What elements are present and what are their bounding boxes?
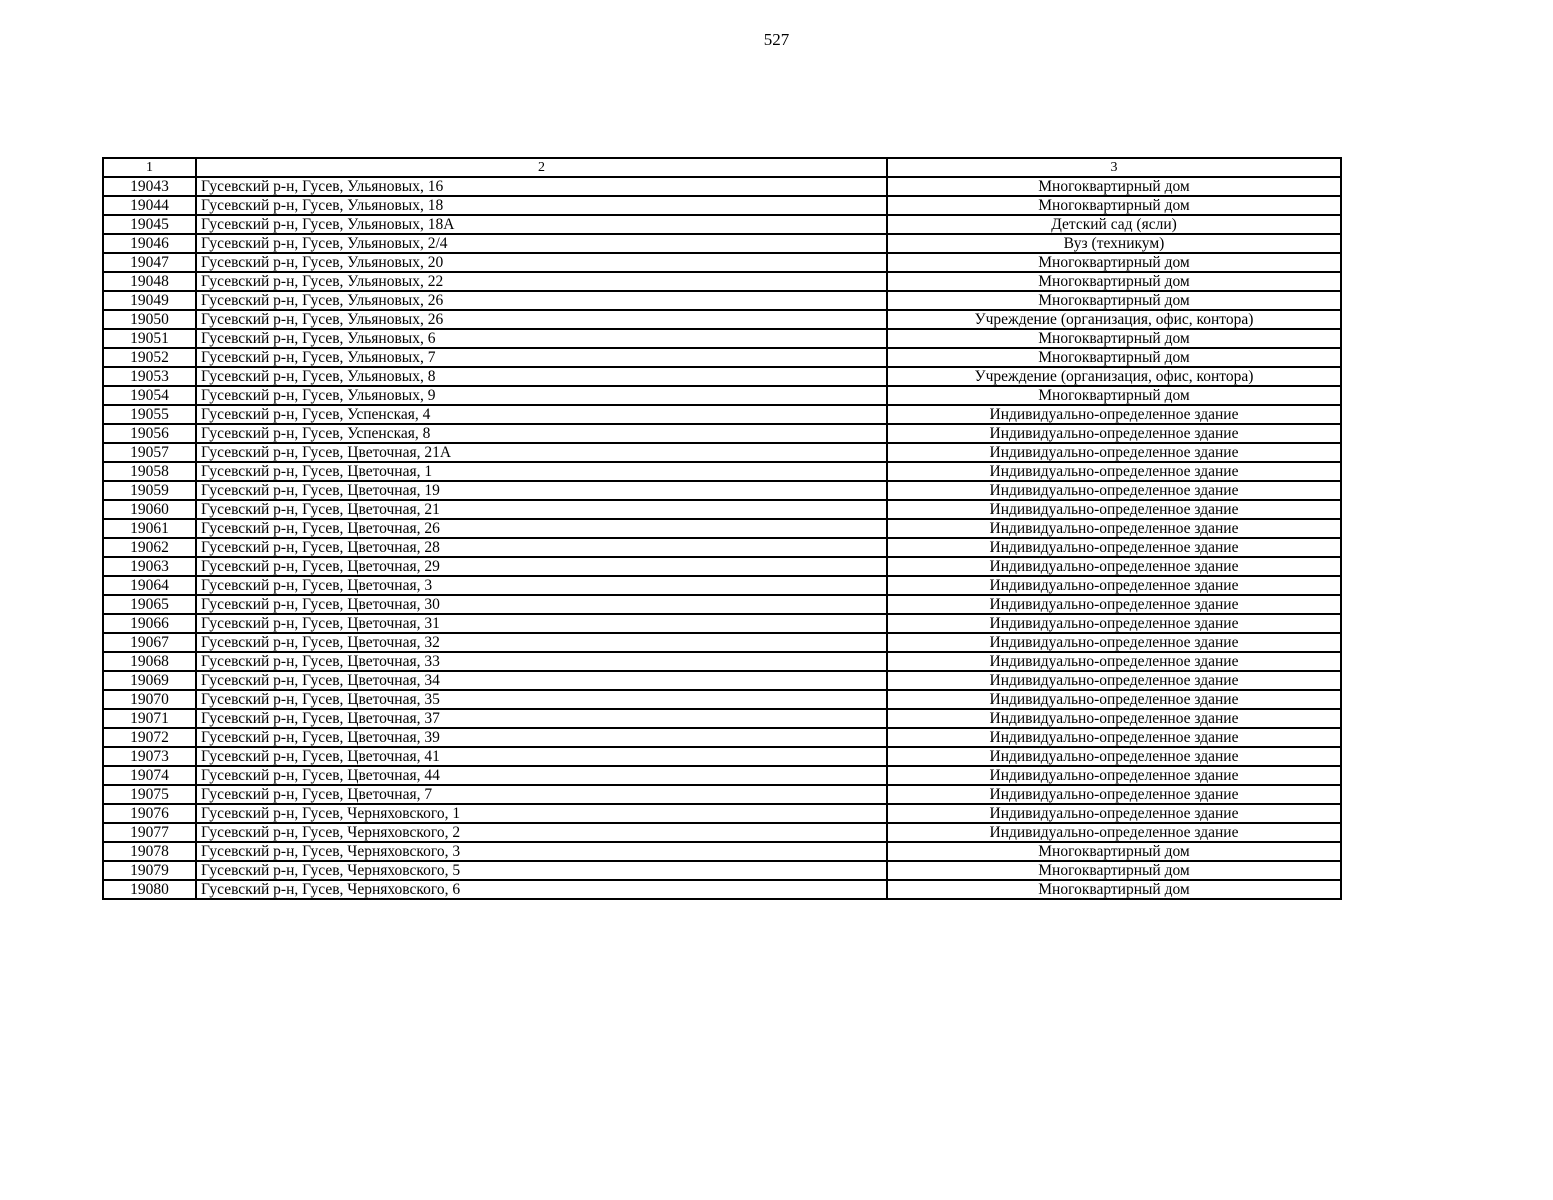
- row-id-cell: 19057: [103, 443, 196, 462]
- row-address-cell: Гусевский р-н, Гусев, Черняховского, 3: [196, 842, 887, 861]
- row-type-cell: Индивидуально-определенное здание: [887, 576, 1341, 595]
- table-row: [103, 728, 1341, 747]
- row-address-cell: Гусевский р-н, Гусев, Успенская, 8: [196, 424, 887, 443]
- row-id-cell: 19060: [103, 500, 196, 519]
- row-id-cell: 19079: [103, 861, 196, 880]
- row-id-cell: 19055: [103, 405, 196, 424]
- row-address-cell: Гусевский р-н, Гусев, Успенская, 4: [196, 405, 887, 424]
- table-row: [103, 652, 1341, 671]
- row-address-cell: Гусевский р-н, Гусев, Ульяновых, 7: [196, 348, 887, 367]
- row-id-cell: 19050: [103, 310, 196, 329]
- row-address-cell: Гусевский р-н, Гусев, Ульяновых, 22: [196, 272, 887, 291]
- row-type-cell: Индивидуально-определенное здание: [887, 652, 1341, 671]
- table-row: [103, 709, 1341, 728]
- row-address-cell: Гусевский р-н, Гусев, Ульяновых, 9: [196, 386, 887, 405]
- table-row: [103, 291, 1341, 310]
- row-type-cell: Индивидуально-определенное здание: [887, 709, 1341, 728]
- row-address-cell: Гусевский р-н, Гусев, Цветочная, 31: [196, 614, 887, 633]
- row-id-cell: 19049: [103, 291, 196, 310]
- row-type-cell: Многоквартирный дом: [887, 329, 1341, 348]
- table-row: [103, 671, 1341, 690]
- row-type-cell: Индивидуально-определенное здание: [887, 766, 1341, 785]
- registry-table-body: [103, 158, 1341, 899]
- table-row: [103, 633, 1341, 652]
- table-row: [103, 576, 1341, 595]
- row-id-cell: 19063: [103, 557, 196, 576]
- table-row: [103, 861, 1341, 880]
- table-row: [103, 329, 1341, 348]
- row-type-cell: Индивидуально-определенное здание: [887, 747, 1341, 766]
- row-id-cell: 19045: [103, 215, 196, 234]
- row-id-cell: 19075: [103, 785, 196, 804]
- row-address-cell: Гусевский р-н, Гусев, Цветочная, 44: [196, 766, 887, 785]
- row-address-cell: Гусевский р-н, Гусев, Цветочная, 21: [196, 500, 887, 519]
- row-type-cell: Индивидуально-определенное здание: [887, 500, 1341, 519]
- row-address-cell: Гусевский р-н, Гусев, Ульяновых, 18: [196, 196, 887, 215]
- table-row: [103, 842, 1341, 861]
- table-row: [103, 823, 1341, 842]
- row-id-cell: 19066: [103, 614, 196, 633]
- row-id-cell: 19077: [103, 823, 196, 842]
- row-id-cell: 19073: [103, 747, 196, 766]
- row-address-cell: Гусевский р-н, Гусев, Цветочная, 1: [196, 462, 887, 481]
- row-address-cell: Гусевский р-н, Гусев, Цветочная, 29: [196, 557, 887, 576]
- row-type-cell: Многоквартирный дом: [887, 253, 1341, 272]
- table-row: [103, 310, 1341, 329]
- row-type-cell: Многоквартирный дом: [887, 348, 1341, 367]
- row-type-cell: Учреждение (организация, офис, контора): [887, 367, 1341, 386]
- row-type-cell: Индивидуально-определенное здание: [887, 424, 1341, 443]
- row-id-cell: 19054: [103, 386, 196, 405]
- row-type-cell: Многоквартирный дом: [887, 880, 1341, 899]
- row-type-cell: Индивидуально-определенное здание: [887, 519, 1341, 538]
- row-type-cell: Вуз (техникум): [887, 234, 1341, 253]
- row-type-cell: Индивидуально-определенное здание: [887, 614, 1341, 633]
- row-address-cell: Гусевский р-н, Гусев, Ульяновых, 18А: [196, 215, 887, 234]
- column-header-address: 2: [196, 158, 887, 177]
- table-row: [103, 880, 1341, 899]
- table-row: [103, 253, 1341, 272]
- table-row: [103, 595, 1341, 614]
- table-row: [103, 367, 1341, 386]
- row-type-cell: Индивидуально-определенное здание: [887, 633, 1341, 652]
- row-address-cell: Гусевский р-н, Гусев, Ульяновых, 26: [196, 291, 887, 310]
- table-row: [103, 785, 1341, 804]
- row-address-cell: Гусевский р-н, Гусев, Цветочная, 30: [196, 595, 887, 614]
- row-id-cell: 19059: [103, 481, 196, 500]
- row-address-cell: Гусевский р-н, Гусев, Цветочная, 21А: [196, 443, 887, 462]
- row-id-cell: 19043: [103, 177, 196, 196]
- table-row: [103, 405, 1341, 424]
- table-row: [103, 177, 1341, 196]
- row-address-cell: Гусевский р-н, Гусев, Ульяновых, 20: [196, 253, 887, 272]
- row-id-cell: 19052: [103, 348, 196, 367]
- table-row: [103, 557, 1341, 576]
- row-address-cell: Гусевский р-н, Гусев, Цветочная, 41: [196, 747, 887, 766]
- row-id-cell: 19069: [103, 671, 196, 690]
- registry-table: [102, 157, 1342, 900]
- row-id-cell: 19053: [103, 367, 196, 386]
- row-type-cell: Многоквартирный дом: [887, 291, 1341, 310]
- row-address-cell: Гусевский р-н, Гусев, Цветочная, 32: [196, 633, 887, 652]
- table-row: [103, 462, 1341, 481]
- table-row: [103, 348, 1341, 367]
- table-row: [103, 386, 1341, 405]
- row-address-cell: Гусевский р-н, Гусев, Ульяновых, 16: [196, 177, 887, 196]
- table-row: [103, 272, 1341, 291]
- row-type-cell: Многоквартирный дом: [887, 861, 1341, 880]
- row-type-cell: Индивидуально-определенное здание: [887, 804, 1341, 823]
- row-address-cell: Гусевский р-н, Гусев, Цветочная, 26: [196, 519, 887, 538]
- page-number: 527: [763, 30, 790, 49]
- row-address-cell: Гусевский р-н, Гусев, Цветочная, 19: [196, 481, 887, 500]
- row-id-cell: 19044: [103, 196, 196, 215]
- row-id-cell: 19048: [103, 272, 196, 291]
- row-address-cell: Гусевский р-н, Гусев, Цветочная, 37: [196, 709, 887, 728]
- row-id-cell: 19051: [103, 329, 196, 348]
- table-row: [103, 234, 1341, 253]
- row-id-cell: 19058: [103, 462, 196, 481]
- row-type-cell: Индивидуально-определенное здание: [887, 538, 1341, 557]
- row-id-cell: 19061: [103, 519, 196, 538]
- row-address-cell: Гусевский р-н, Гусев, Черняховского, 6: [196, 880, 887, 899]
- row-address-cell: Гусевский р-н, Гусев, Черняховского, 1: [196, 804, 887, 823]
- row-id-cell: 19056: [103, 424, 196, 443]
- row-address-cell: Гусевский р-н, Гусев, Ульяновых, 6: [196, 329, 887, 348]
- row-type-cell: Индивидуально-определенное здание: [887, 690, 1341, 709]
- row-type-cell: Многоквартирный дом: [887, 196, 1341, 215]
- row-type-cell: Индивидуально-определенное здание: [887, 557, 1341, 576]
- row-id-cell: 19071: [103, 709, 196, 728]
- row-type-cell: Индивидуально-определенное здание: [887, 443, 1341, 462]
- table-row: [103, 500, 1341, 519]
- column-header-number: 1: [103, 158, 196, 177]
- table-row: [103, 424, 1341, 443]
- row-id-cell: 19074: [103, 766, 196, 785]
- row-type-cell: Индивидуально-определенное здание: [887, 405, 1341, 424]
- row-address-cell: Гусевский р-н, Гусев, Цветочная, 7: [196, 785, 887, 804]
- row-address-cell: Гусевский р-н, Гусев, Цветочная, 3: [196, 576, 887, 595]
- table-row: [103, 690, 1341, 709]
- row-id-cell: 19070: [103, 690, 196, 709]
- row-address-cell: Гусевский р-н, Гусев, Цветочная, 28: [196, 538, 887, 557]
- row-address-cell: Гусевский р-н, Гусев, Цветочная, 33: [196, 652, 887, 671]
- table-header-row: [103, 158, 1341, 177]
- row-id-cell: 19047: [103, 253, 196, 272]
- row-type-cell: Многоквартирный дом: [887, 842, 1341, 861]
- table-row: [103, 215, 1341, 234]
- table-row: [103, 538, 1341, 557]
- row-id-cell: 19078: [103, 842, 196, 861]
- row-type-cell: Индивидуально-определенное здание: [887, 481, 1341, 500]
- table-row: [103, 443, 1341, 462]
- row-id-cell: 19080: [103, 880, 196, 899]
- row-type-cell: Индивидуально-определенное здание: [887, 728, 1341, 747]
- row-id-cell: 19065: [103, 595, 196, 614]
- table-row: [103, 196, 1341, 215]
- table-row: [103, 614, 1341, 633]
- row-id-cell: 19046: [103, 234, 196, 253]
- row-address-cell: Гусевский р-н, Гусев, Черняховского, 2: [196, 823, 887, 842]
- row-address-cell: Гусевский р-н, Гусев, Цветочная, 39: [196, 728, 887, 747]
- table-row: [103, 766, 1341, 785]
- row-type-cell: Индивидуально-определенное здание: [887, 785, 1341, 804]
- row-type-cell: Индивидуально-определенное здание: [887, 823, 1341, 842]
- row-address-cell: Гусевский р-н, Гусев, Ульяновых, 26: [196, 310, 887, 329]
- row-id-cell: 19067: [103, 633, 196, 652]
- row-type-cell: Учреждение (организация, офис, контора): [887, 310, 1341, 329]
- row-address-cell: Гусевский р-н, Гусев, Ульяновых, 2/4: [196, 234, 887, 253]
- row-type-cell: Многоквартирный дом: [887, 177, 1341, 196]
- row-type-cell: Индивидуально-определенное здание: [887, 462, 1341, 481]
- row-id-cell: 19064: [103, 576, 196, 595]
- row-id-cell: 19076: [103, 804, 196, 823]
- row-address-cell: Гусевский р-н, Гусев, Черняховского, 5: [196, 861, 887, 880]
- row-type-cell: Индивидуально-определенное здание: [887, 595, 1341, 614]
- row-type-cell: Многоквартирный дом: [887, 386, 1341, 405]
- table-row: [103, 747, 1341, 766]
- row-id-cell: 19072: [103, 728, 196, 747]
- row-address-cell: Гусевский р-н, Гусев, Цветочная, 34: [196, 671, 887, 690]
- table-row: [103, 481, 1341, 500]
- row-type-cell: Детский сад (ясли): [887, 215, 1341, 234]
- table-row: [103, 519, 1341, 538]
- table-row: [103, 804, 1341, 823]
- row-id-cell: 19068: [103, 652, 196, 671]
- row-type-cell: Индивидуально-определенное здание: [887, 671, 1341, 690]
- row-type-cell: Многоквартирный дом: [887, 272, 1341, 291]
- row-id-cell: 19062: [103, 538, 196, 557]
- row-address-cell: Гусевский р-н, Гусев, Ульяновых, 8: [196, 367, 887, 386]
- column-header-type: 3: [887, 158, 1341, 177]
- row-address-cell: Гусевский р-н, Гусев, Цветочная, 35: [196, 690, 887, 709]
